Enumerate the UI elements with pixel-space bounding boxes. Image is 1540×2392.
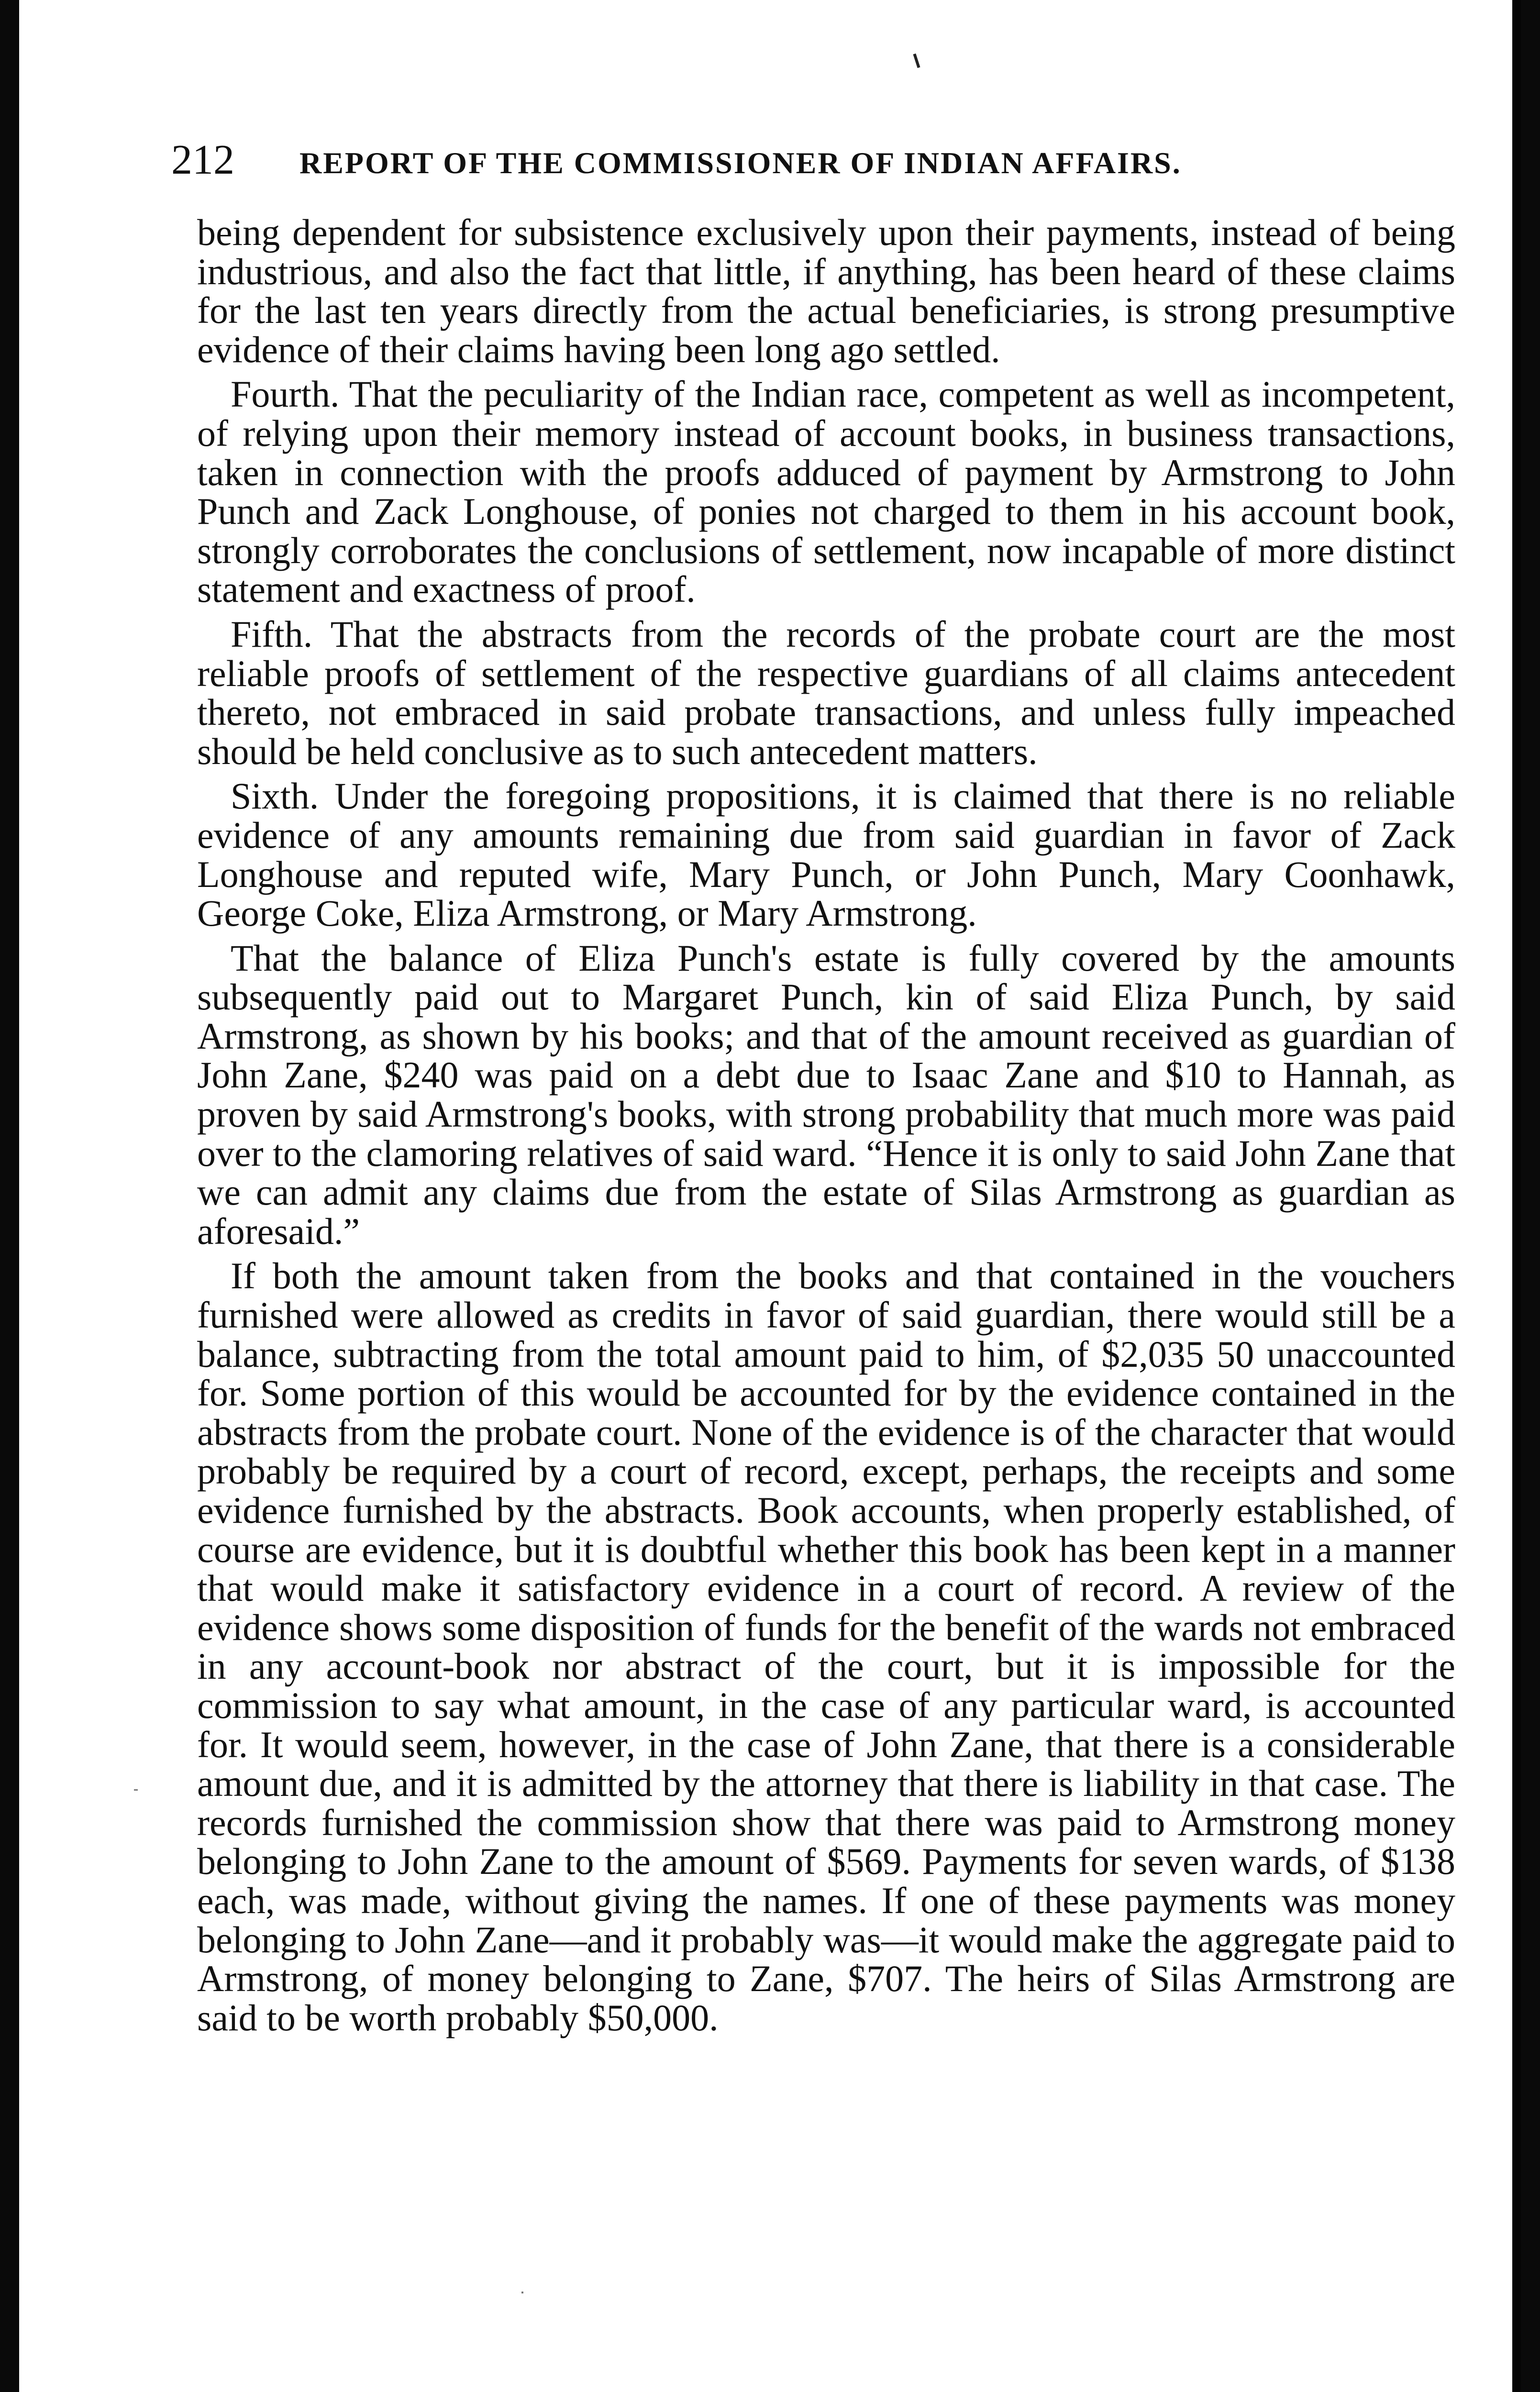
paragraph-sixth: Sixth. Under the foregoing propositions, it is claimed that there is no reliable evidence of any amounts remaining due from said guardian in favor of Zack Longhouse and reputed wife, Mary Punch, or John Punch, Mary Coonhawk, George Coke, Eliza Armstrong, or Mary Armstrong. xyxy=(197,775,1455,934)
running-title: REPORT OF THE COMMISSIONER OF INDIAN AFFAIRS. xyxy=(299,146,1182,180)
scanned-page xyxy=(19,0,1521,2392)
paragraph-balance-unaccounted: If both the amount taken from the books and that contained in the vouchers furnished were allowed as credits in favor of said guardian, there would still be a balance, subtracting from the total amount paid to him, of $2,035 50 unaccounted for. Some portion of this would be accounted for by the evidence contained in the abstracts from the probate court. None of the evidence is of the character that would probably be required by a court of record, except, perhaps, the receipts and some evidence furnished by the abstracts. Book accounts, when properly established, of course are evidence, but it is doubtful whether this book has been kept in a manner that would make it satisfactory evidence in a court of record. A review of the evidence shows some disposition of funds for the benefit of the wards not embraced in any account-book nor abstract of the court, but it is impossible for the commission to say what amount, in the case of any particular ward, is accounted for. It would seem, however, in the case of John Zane, that there is a considerable amount due, and it is admitted by the attorney that there is liability in that case. The records furnished the commission show that there was paid to Armstrong money belonging to John Zane to the amount of $569. Payments for seven wards, of $138 each, was made, without giving the names. If one of these payments was money belonging to John Zane—and it probably was—it would make the aggregate paid to Armstrong, of money belonging to Zane, $707. The heirs of Silas Armstrong are said to be worth probably $50,000. xyxy=(197,1255,1455,2038)
paragraph-fourth: Fourth. That the peculiarity of the Indian race, competent as well as incompetent, of relying upon their memory instead of account books, in business transactions, taken in connection with the proofs adduced of payment by Armstrong to John Punch and Zack Longhouse, of ponies not charged to them in his account book, strongly corroborates the conclusions of settlement, now incapable of more distinct statement and exactness of proof. xyxy=(197,373,1455,610)
paragraph-eliza-punch-estate: That the balance of Eliza Punch's estate is fully covered by the amounts subsequently paid out to Margaret Punch, kin of said Eliza Punch, by said Armstrong, as shown by his books; and that of the amount received as guardian of John Zane, $240 was paid on a debt due to Isaac Zane and $10 to Hannah, as proven by said Armstrong's books, with strong probability that much more was paid over to the clamoring relatives of said ward. “Hence it is only to said John Zane that we can admit any claims due from the estate of Silas Armstrong as guardian as aforesaid.” xyxy=(197,937,1455,1252)
body-text xyxy=(197,213,1455,2043)
paragraph-continuation: being dependent for subsistence exclusively upon their payments, instead of being industrious, and also the fact that little, if anything, has been heard of these claims for the last ten years directly from the actual beneficiaries, is strong presumptive evidence of their claims having been long ago settled. xyxy=(197,211,1455,370)
stray-ink-mark xyxy=(913,54,920,68)
paragraph-fifth: Fifth. That the abstracts from the records of the probate court are the most reliable proofs of settlement of the respective guardians of all claims antecedent thereto, not embraced in said probate transactions, and unless fully impeached should be held conclusive as to such antecedent matters. xyxy=(197,613,1455,772)
running-header xyxy=(171,136,1386,184)
margin-speck xyxy=(134,1789,138,1791)
margin-speck xyxy=(521,2292,523,2293)
page-number: 212 xyxy=(171,137,234,183)
